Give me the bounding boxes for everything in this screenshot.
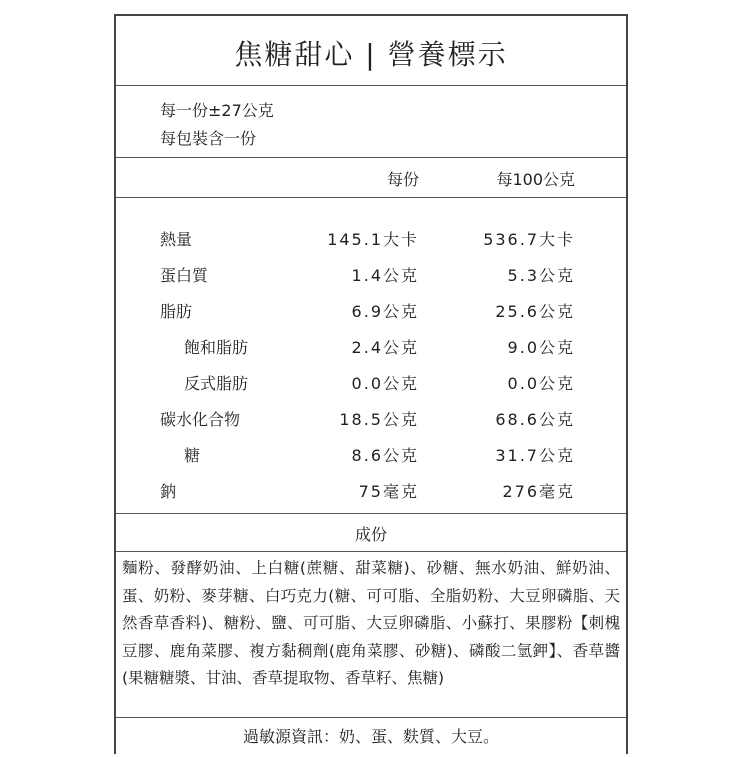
- nutrient-row-trans-fat: [116, 371, 626, 407]
- nutrient-value-per-100g: 9.0公克: [507, 338, 575, 357]
- nutrient-value-per-100g: 68.6公克: [495, 410, 575, 429]
- nutrient-value-per-serving: 1.4公克: [351, 266, 419, 285]
- nutrient-row-protein: [116, 263, 626, 299]
- ingredients-heading: 成份: [354, 525, 387, 544]
- serving-size-text: 每一份±27公克: [160, 101, 274, 120]
- nutrient-value-per-100g: 276毫克: [502, 482, 575, 501]
- nutrient-value-per-serving: 145.1大卡: [327, 230, 419, 249]
- nutrient-name: 脂肪: [160, 302, 193, 321]
- nutrient-row-carbohydrate: [116, 407, 626, 443]
- allergen-text: 過敏源資訊：奶、蛋、麩質、大豆。: [242, 727, 499, 746]
- nutrient-name: 糖: [184, 446, 201, 465]
- nutrient-value-per-serving: 0.0公克: [351, 374, 419, 393]
- nutrient-name: 熱量: [160, 230, 193, 249]
- nutrient-value-per-100g: 31.7公克: [495, 446, 575, 465]
- ingredients-section: [116, 552, 626, 718]
- nutrient-value-per-serving: 8.6公克: [351, 446, 419, 465]
- nutrient-value-per-100g: 536.7大卡: [483, 230, 575, 249]
- nutrient-table: [116, 198, 626, 514]
- title-section: [116, 16, 626, 86]
- nutrient-name: 碳水化合物: [160, 410, 241, 429]
- nutrient-value-per-100g: 0.0公克: [507, 374, 575, 393]
- allergen-section: [116, 718, 626, 758]
- nutrient-row-fat: [116, 299, 626, 335]
- nutrient-value-per-serving: 2.4公克: [351, 338, 419, 357]
- nutrient-name: 飽和脂肪: [184, 338, 249, 357]
- ingredients-text: 麵粉、發酵奶油、上白糖(蔗糖、甜菜糖)、砂糖、無水奶油、鮮奶油、蛋、奶粉、麥芽糖、白巧克力(糖、可可脂、全脂奶粉、大豆卵磷脂、天然香草香料)、糖粉、鹽、可可脂、大豆卵磷脂、小蘇打、果膠粉【刺槐豆膠、鹿角菜膠、複方黏稠劑(鹿角菜膠、砂糖)、磷酸二氫鉀】、香草醬(果糖糖漿、甘油、香草提取物、香草籽、焦糖): [122, 559, 620, 687]
- nutrient-value-per-serving: 75毫克: [358, 482, 419, 501]
- serving-info-section: [116, 86, 626, 158]
- column-header-per-serving: 每份: [386, 170, 419, 189]
- column-header-per-100g: 每100公克: [496, 170, 575, 189]
- nutrient-row-sodium: [116, 479, 626, 515]
- ingredients-heading-section: [116, 514, 626, 552]
- nutrient-name: 鈉: [160, 482, 177, 501]
- page-title: 焦糖甜心 | 營養標示: [234, 38, 508, 71]
- nutrient-name: 反式脂肪: [184, 374, 249, 393]
- nutrient-value-per-100g: 5.3公克: [507, 266, 575, 285]
- nutrient-row-energy: [116, 227, 626, 263]
- servings-per-pack-text: 每包裝含一份: [160, 129, 257, 148]
- nutrient-name: 蛋白質: [160, 266, 209, 285]
- nutrient-row-sugar: [116, 443, 626, 479]
- nutrient-value-per-serving: 6.9公克: [351, 302, 419, 321]
- column-header-section: [116, 158, 626, 198]
- nutrient-value-per-100g: 25.6公克: [495, 302, 575, 321]
- nutrient-value-per-serving: 18.5公克: [339, 410, 419, 429]
- nutrient-row-saturated-fat: [116, 335, 626, 371]
- nutrition-label-panel: [114, 14, 628, 754]
